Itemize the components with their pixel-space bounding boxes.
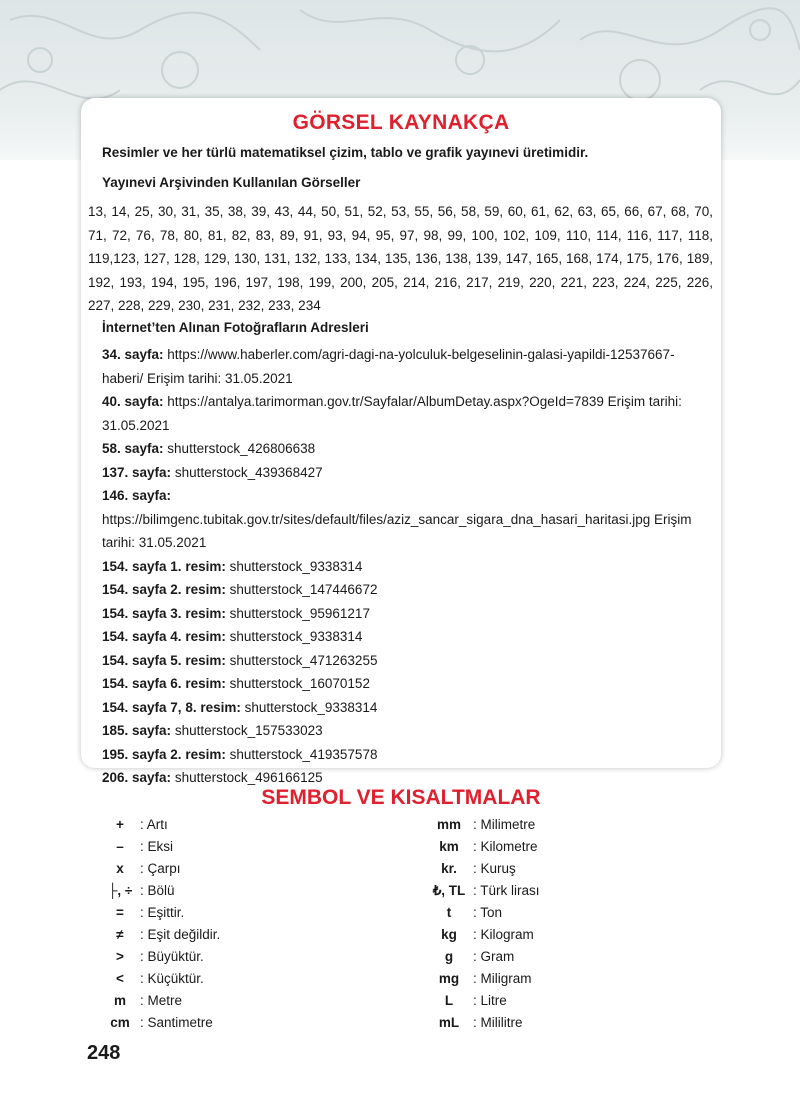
- reference-item: [102, 578, 712, 602]
- symbol: mL: [438, 1015, 460, 1030]
- symbol: g: [444, 949, 454, 964]
- reference-text: shutterstock_9338314: [225, 629, 363, 644]
- symbol: kg: [441, 927, 457, 942]
- symbol: <: [116, 971, 124, 986]
- reference-text: shutterstock_426806638: [163, 441, 316, 456]
- symbols-left-column: [100, 814, 220, 1034]
- reference-label: 154. sayfa 3. resim:: [102, 605, 226, 621]
- reference-item: [102, 719, 712, 743]
- symbol-meaning: : Küçüktür.: [140, 971, 204, 986]
- symbol-row: [100, 836, 220, 858]
- reference-label: 154. sayfa 2. resim:: [102, 582, 226, 597]
- symbol-row: [425, 924, 540, 946]
- symbol-meaning: : Eşittir.: [140, 905, 185, 920]
- reference-label: 154. sayfa 4. resim:: [102, 629, 226, 644]
- reference-text: https://antalya.tarimorman.gov.tr/Sayfalar/AlbumDetay.aspx?OgeId=7839 Erişim tarihi: 31.05.2021: [102, 394, 682, 433]
- reference-text: shutterstock_95961217: [225, 605, 370, 621]
- symbol-meaning: : Kilometre: [473, 839, 538, 854]
- reference-item: [102, 672, 712, 696]
- reference-label: 146. sayfa:: [102, 488, 172, 503]
- reference-label: 58. sayfa:: [102, 441, 164, 456]
- symbol-row: [100, 814, 220, 836]
- symbol-meaning: : Metre: [140, 993, 183, 1008]
- symbol: t: [446, 905, 452, 920]
- symbol-meaning: : Çarpı: [140, 861, 181, 876]
- symbol-meaning: : Türk lirası: [473, 883, 540, 898]
- archive-heading: Yayınevi Arşivinden Kullanılan Görseller: [102, 175, 361, 190]
- symbol-meaning: : Kuruş: [473, 861, 516, 876]
- references-list: [102, 343, 712, 790]
- symbols-right-column: [425, 814, 540, 1034]
- reference-label: 34. sayfa:: [102, 347, 164, 362]
- symbol-row: [425, 1012, 540, 1034]
- reference-label: 154. sayfa 1. resim:: [102, 558, 226, 574]
- symbol-meaning: : Milimetre: [473, 817, 536, 832]
- symbol-meaning: : Litre: [473, 993, 507, 1008]
- reference-item: [102, 555, 712, 579]
- symbol: x: [116, 861, 124, 876]
- symbol-row: [100, 968, 220, 990]
- symbol-meaning: : Bölü: [140, 883, 175, 898]
- reference-label: 154. sayfa 6. resim:: [102, 676, 226, 691]
- symbol: L: [444, 993, 454, 1008]
- reference-text: shutterstock_16070152: [225, 676, 370, 691]
- symbol: mg: [438, 971, 460, 986]
- reference-label: 40. sayfa:: [102, 394, 164, 409]
- symbol: ├, ÷: [107, 883, 133, 898]
- symbol: cm: [110, 1015, 130, 1030]
- symbol: –: [116, 839, 124, 854]
- reference-item: [102, 484, 712, 555]
- symbol-row: [100, 946, 220, 968]
- symbol: ₺, TL: [432, 883, 466, 898]
- reference-item: [102, 649, 712, 673]
- reference-item: [102, 343, 712, 390]
- reference-item: [102, 602, 712, 626]
- reference-text: shutterstock_9338314: [240, 699, 378, 715]
- symbol: mm: [436, 817, 461, 832]
- reference-label: 195. sayfa 2. resim:: [102, 746, 226, 762]
- symbol: >: [116, 949, 124, 964]
- symbol-row: [425, 814, 540, 836]
- reference-text: shutterstock_471263255: [225, 652, 378, 668]
- symbol-meaning: : Eşit değildir.: [140, 927, 221, 942]
- reference-label: 154. sayfa 5. resim:: [102, 652, 226, 668]
- archive-pages-list: 13, 14, 25, 30, 31, 35, 38, 39, 43, 44, 50, 51, 52, 53, 55, 56, 58, 59, 60, 61, 62, 63, 65, 66, 67, 68, 70, 71, 72, 76, 78, 80, 81, 82, 83, 89, 91, 93, 94, 95, 97, 98, 99, 100, 102, 109, 110, 114, 116, 117, 118, 119,123, 127, 128, 129, 130, 131, 132, 133, 134, 135, 136, 138, 139, 147, 165, 168, 174, 175, 176, 189, 192, 193, 194, 195, 196, 197, 198, 199, 200, 205, 214, 216, 217, 219, 220, 221, 223, 224, 225, 226, 227, 228, 229, 230, 231, 232, 233, 234: [88, 204, 713, 313]
- symbol-meaning: : Gram: [473, 949, 515, 964]
- symbol-meaning: : Artı: [140, 817, 168, 832]
- symbol-meaning: : Miligram: [473, 971, 532, 986]
- symbols-title: SEMBOL VE KISALTMALAR: [261, 786, 541, 809]
- reference-text: shutterstock_9338314: [225, 558, 363, 574]
- reference-item: [102, 461, 712, 485]
- reference-label: 185. sayfa:: [102, 723, 172, 738]
- reference-item: [102, 437, 712, 461]
- intro-text: Resimler ve her türlü matematiksel çizim, tablo ve grafik yayınevi üretimidir.: [102, 145, 589, 160]
- reference-text: shutterstock_439368427: [171, 464, 323, 480]
- symbol-row: [100, 880, 220, 902]
- reference-label: 137. sayfa:: [102, 464, 172, 480]
- symbol-meaning: : Büyüktür.: [140, 949, 204, 964]
- symbol-meaning: : Kilogram: [473, 927, 534, 942]
- symbol-row: [425, 968, 540, 990]
- page-title: GÖRSEL KAYNAKÇA: [292, 111, 510, 134]
- symbol-row: [425, 836, 540, 858]
- reference-text: shutterstock_147446672: [225, 582, 378, 597]
- page-number: 248: [87, 1042, 121, 1064]
- symbol-row: [100, 902, 220, 924]
- symbol-row: [425, 902, 540, 924]
- symbol-row: [425, 880, 540, 902]
- reference-text: shutterstock_496166125: [171, 770, 323, 785]
- reference-item: [102, 696, 712, 720]
- reference-text: https://www.haberler.com/agri-dagi-na-yolculuk-belgeselinin-galasi-yapildi-12537667-haberi/ Erişim tarihi: 31.05.2021: [102, 347, 675, 386]
- reference-label: 206. sayfa:: [102, 770, 172, 785]
- symbol: ≠: [116, 927, 124, 942]
- symbol-row: [100, 990, 220, 1012]
- symbol-row: [425, 858, 540, 880]
- internet-heading: İnternet’ten Alınan Fotoğrafların Adresleri: [102, 320, 369, 335]
- symbol-meaning: : Eksi: [140, 839, 174, 854]
- symbol: +: [116, 817, 124, 832]
- symbol-row: [100, 1012, 220, 1034]
- reference-text: shutterstock_157533023: [171, 723, 323, 738]
- reference-text: shutterstock_419357578: [225, 746, 378, 762]
- symbol-meaning: : Ton: [473, 905, 503, 920]
- symbol: km: [439, 839, 459, 854]
- symbol-row: [425, 990, 540, 1012]
- symbol-meaning: : Santimetre: [140, 1015, 213, 1030]
- reference-text: https://bilimgenc.tubitak.gov.tr/sites/default/files/aziz_sancar_sigara_dna_hasari_haritasi.jpg Erişim tarihi: 31.05.2021: [102, 511, 692, 550]
- symbol-meaning: : Mililitre: [473, 1015, 523, 1030]
- reference-item: [102, 625, 712, 649]
- symbol-row: [100, 858, 220, 880]
- reference-label: 154. sayfa 7, 8. resim:: [102, 699, 241, 715]
- symbol-row: [425, 946, 540, 968]
- reference-item: [102, 743, 712, 767]
- symbol: =: [116, 905, 124, 920]
- symbol: kr.: [441, 861, 457, 876]
- symbol-row: [100, 924, 220, 946]
- symbol: m: [113, 993, 126, 1008]
- reference-item: [102, 390, 712, 437]
